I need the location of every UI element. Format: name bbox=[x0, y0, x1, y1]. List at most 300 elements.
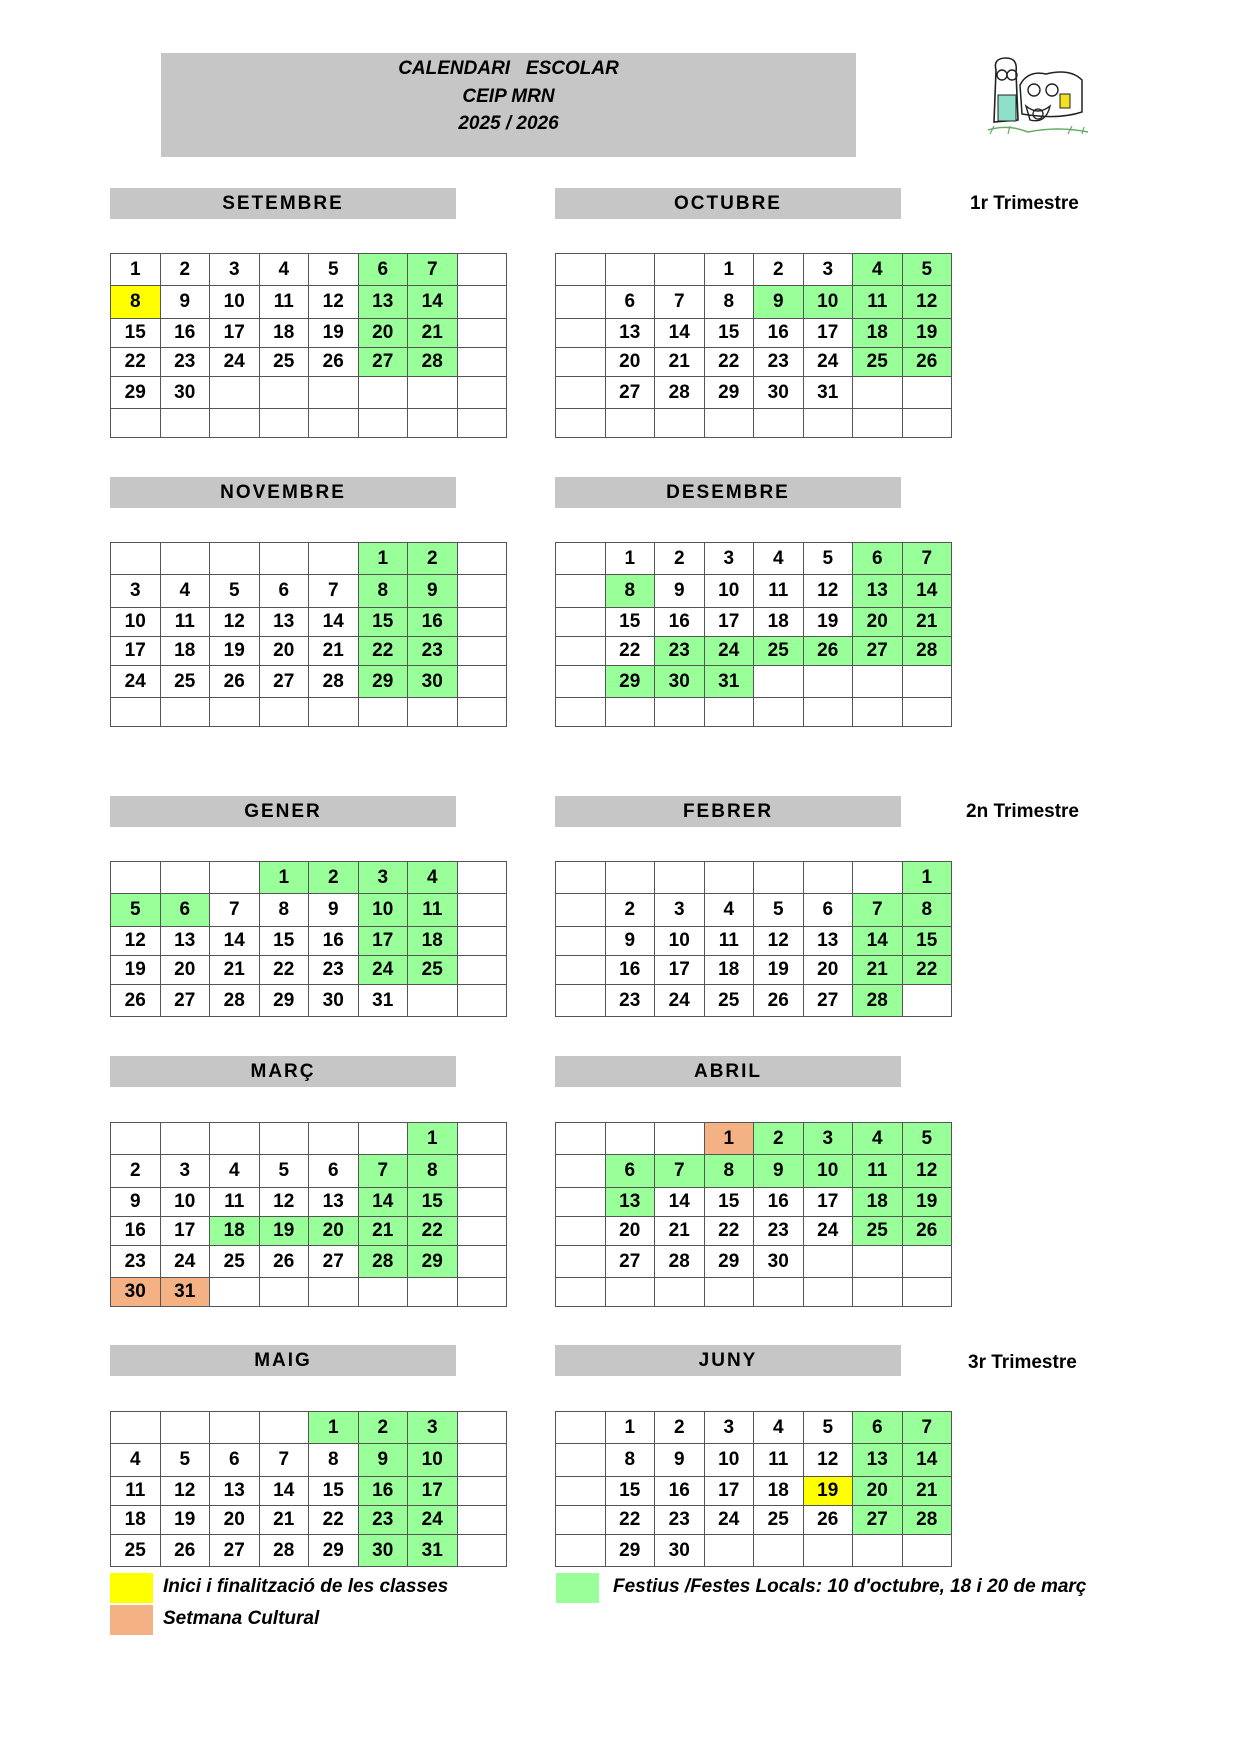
day-cell bbox=[111, 543, 161, 575]
day-cell bbox=[259, 1412, 309, 1444]
day-cell bbox=[457, 1506, 507, 1535]
day-cell: 21 bbox=[655, 348, 705, 377]
day-cell: 25 bbox=[754, 1506, 804, 1535]
day-cell: 18 bbox=[754, 1477, 804, 1506]
day-cell bbox=[457, 1477, 507, 1506]
day-cell: 16 bbox=[358, 1477, 408, 1506]
day-cell: 21 bbox=[902, 1477, 952, 1506]
day-cell bbox=[853, 698, 903, 727]
day-cell: 21 bbox=[259, 1506, 309, 1535]
week-row bbox=[556, 894, 952, 927]
day-cell: 28 bbox=[655, 1246, 705, 1278]
day-cell bbox=[556, 319, 606, 348]
day-cell: 22 bbox=[605, 637, 655, 666]
day-cell: 6 bbox=[853, 1412, 903, 1444]
day-cell: 6 bbox=[853, 543, 903, 575]
day-cell: 2 bbox=[655, 1412, 705, 1444]
week-row bbox=[556, 1278, 952, 1307]
week-row bbox=[556, 254, 952, 286]
day-cell: 29 bbox=[704, 1246, 754, 1278]
day-cell bbox=[457, 608, 507, 637]
day-cell: 2 bbox=[605, 894, 655, 927]
day-cell: 7 bbox=[309, 575, 359, 608]
day-cell: 11 bbox=[754, 575, 804, 608]
day-cell: 16 bbox=[111, 1217, 161, 1246]
week-row bbox=[556, 286, 952, 319]
month-grid-3 bbox=[555, 542, 952, 727]
day-cell: 14 bbox=[259, 1477, 309, 1506]
day-cell: 26 bbox=[803, 637, 853, 666]
day-cell bbox=[160, 862, 210, 894]
week-row bbox=[556, 1217, 952, 1246]
week-row bbox=[556, 409, 952, 438]
day-cell bbox=[457, 698, 507, 727]
day-cell bbox=[803, 862, 853, 894]
day-cell: 24 bbox=[704, 637, 754, 666]
day-cell bbox=[457, 543, 507, 575]
day-cell bbox=[754, 698, 804, 727]
day-cell bbox=[902, 409, 952, 438]
week-row bbox=[111, 894, 507, 927]
day-cell bbox=[556, 1246, 606, 1278]
month-grid-5 bbox=[555, 861, 952, 1017]
day-cell: 22 bbox=[358, 637, 408, 666]
day-cell: 3 bbox=[803, 254, 853, 286]
day-cell: 17 bbox=[655, 956, 705, 985]
day-cell: 1 bbox=[259, 862, 309, 894]
day-cell bbox=[457, 862, 507, 894]
day-cell: 30 bbox=[655, 1535, 705, 1567]
week-row bbox=[111, 1217, 507, 1246]
day-cell bbox=[605, 409, 655, 438]
day-cell: 18 bbox=[853, 1188, 903, 1217]
day-cell: 28 bbox=[309, 666, 359, 698]
day-cell bbox=[605, 1123, 655, 1155]
day-cell: 21 bbox=[853, 956, 903, 985]
legend-swatch-green bbox=[556, 1573, 599, 1603]
week-row bbox=[556, 1155, 952, 1188]
day-cell: 19 bbox=[111, 956, 161, 985]
month-grid-8 bbox=[110, 1411, 507, 1567]
day-cell: 2 bbox=[160, 254, 210, 286]
month-grid-1 bbox=[555, 253, 952, 438]
day-cell bbox=[556, 637, 606, 666]
day-cell: 20 bbox=[853, 608, 903, 637]
day-cell bbox=[309, 1123, 359, 1155]
day-cell: 8 bbox=[902, 894, 952, 927]
day-cell bbox=[111, 409, 161, 438]
day-cell bbox=[704, 1278, 754, 1307]
day-cell: 18 bbox=[210, 1217, 260, 1246]
week-row bbox=[111, 666, 507, 698]
day-cell bbox=[210, 377, 260, 409]
day-cell bbox=[210, 543, 260, 575]
week-row bbox=[556, 1444, 952, 1477]
day-cell: 13 bbox=[853, 1444, 903, 1477]
day-cell: 6 bbox=[605, 286, 655, 319]
day-cell: 28 bbox=[655, 377, 705, 409]
day-cell: 24 bbox=[210, 348, 260, 377]
month-grid-4 bbox=[110, 861, 507, 1017]
month-grid-0 bbox=[110, 253, 507, 438]
day-cell: 27 bbox=[210, 1535, 260, 1567]
day-cell bbox=[655, 254, 705, 286]
title-line-2: CEIP MRN bbox=[462, 85, 555, 107]
day-cell: 3 bbox=[408, 1412, 458, 1444]
day-cell bbox=[902, 1278, 952, 1307]
day-cell: 21 bbox=[902, 608, 952, 637]
day-cell: 9 bbox=[309, 894, 359, 927]
month-grid-6 bbox=[110, 1122, 507, 1307]
day-cell bbox=[556, 377, 606, 409]
day-cell bbox=[902, 666, 952, 698]
day-cell: 25 bbox=[754, 637, 804, 666]
day-cell bbox=[408, 409, 458, 438]
day-cell: 29 bbox=[408, 1246, 458, 1278]
day-cell bbox=[408, 985, 458, 1017]
day-cell: 14 bbox=[408, 286, 458, 319]
day-cell bbox=[358, 1278, 408, 1307]
week-row bbox=[111, 1444, 507, 1477]
day-cell bbox=[210, 698, 260, 727]
day-cell: 28 bbox=[902, 1506, 952, 1535]
day-cell: 13 bbox=[259, 608, 309, 637]
day-cell bbox=[655, 1278, 705, 1307]
day-cell bbox=[556, 286, 606, 319]
day-cell: 14 bbox=[655, 1188, 705, 1217]
day-cell bbox=[457, 985, 507, 1017]
day-cell: 22 bbox=[704, 1217, 754, 1246]
day-cell: 5 bbox=[803, 543, 853, 575]
day-cell bbox=[853, 666, 903, 698]
day-cell: 17 bbox=[210, 319, 260, 348]
week-row bbox=[111, 1412, 507, 1444]
week-row bbox=[556, 1535, 952, 1567]
week-row bbox=[111, 319, 507, 348]
week-row bbox=[111, 985, 507, 1017]
day-cell: 5 bbox=[754, 894, 804, 927]
day-cell bbox=[309, 1278, 359, 1307]
day-cell bbox=[853, 1278, 903, 1307]
day-cell bbox=[556, 1217, 606, 1246]
day-cell: 9 bbox=[160, 286, 210, 319]
week-row bbox=[556, 1412, 952, 1444]
day-cell bbox=[259, 377, 309, 409]
day-cell: 5 bbox=[210, 575, 260, 608]
day-cell: 30 bbox=[309, 985, 359, 1017]
day-cell: 10 bbox=[408, 1444, 458, 1477]
week-row bbox=[111, 927, 507, 956]
day-cell bbox=[160, 1412, 210, 1444]
day-cell: 18 bbox=[259, 319, 309, 348]
day-cell: 3 bbox=[160, 1155, 210, 1188]
day-cell bbox=[358, 409, 408, 438]
day-cell bbox=[210, 1278, 260, 1307]
day-cell: 30 bbox=[655, 666, 705, 698]
day-cell: 29 bbox=[605, 1535, 655, 1567]
day-cell: 18 bbox=[408, 927, 458, 956]
week-row bbox=[556, 666, 952, 698]
week-row bbox=[556, 543, 952, 575]
day-cell: 15 bbox=[704, 319, 754, 348]
day-cell: 13 bbox=[309, 1188, 359, 1217]
day-cell: 22 bbox=[111, 348, 161, 377]
day-cell: 17 bbox=[803, 319, 853, 348]
day-cell: 23 bbox=[309, 956, 359, 985]
day-cell: 15 bbox=[605, 608, 655, 637]
day-cell: 4 bbox=[754, 1412, 804, 1444]
day-cell: 23 bbox=[358, 1506, 408, 1535]
day-cell: 26 bbox=[309, 348, 359, 377]
day-cell: 1 bbox=[605, 543, 655, 575]
day-cell: 11 bbox=[853, 286, 903, 319]
day-cell bbox=[556, 608, 606, 637]
day-cell: 22 bbox=[605, 1506, 655, 1535]
day-cell: 2 bbox=[309, 862, 359, 894]
day-cell bbox=[556, 348, 606, 377]
day-cell: 28 bbox=[408, 348, 458, 377]
day-cell: 21 bbox=[408, 319, 458, 348]
week-row bbox=[556, 956, 952, 985]
month-header-0: SETEMBRE bbox=[110, 188, 456, 219]
day-cell: 28 bbox=[259, 1535, 309, 1567]
day-cell bbox=[754, 409, 804, 438]
day-cell: 14 bbox=[210, 927, 260, 956]
week-row bbox=[111, 637, 507, 666]
day-cell: 21 bbox=[210, 956, 260, 985]
week-row bbox=[111, 1123, 507, 1155]
day-cell: 4 bbox=[210, 1155, 260, 1188]
day-cell: 9 bbox=[358, 1444, 408, 1477]
day-cell: 2 bbox=[655, 543, 705, 575]
day-cell bbox=[853, 1535, 903, 1567]
day-cell: 8 bbox=[111, 286, 161, 319]
day-cell: 20 bbox=[803, 956, 853, 985]
week-row bbox=[111, 1506, 507, 1535]
day-cell: 18 bbox=[853, 319, 903, 348]
day-cell: 10 bbox=[803, 286, 853, 319]
day-cell: 4 bbox=[111, 1444, 161, 1477]
day-cell: 25 bbox=[704, 985, 754, 1017]
day-cell: 2 bbox=[754, 1123, 804, 1155]
day-cell: 4 bbox=[853, 1123, 903, 1155]
day-cell: 5 bbox=[111, 894, 161, 927]
day-cell: 26 bbox=[902, 348, 952, 377]
day-cell: 13 bbox=[803, 927, 853, 956]
day-cell bbox=[210, 1123, 260, 1155]
day-cell bbox=[605, 698, 655, 727]
day-cell: 22 bbox=[408, 1217, 458, 1246]
day-cell: 17 bbox=[358, 927, 408, 956]
month-header-4: GENER bbox=[110, 796, 456, 827]
day-cell bbox=[457, 666, 507, 698]
legend-inici: Inici i finalització de les classes bbox=[163, 1576, 449, 1597]
day-cell bbox=[457, 956, 507, 985]
month-grid-9 bbox=[555, 1411, 952, 1567]
day-cell: 24 bbox=[803, 348, 853, 377]
week-row bbox=[556, 1123, 952, 1155]
day-cell bbox=[457, 286, 507, 319]
week-row bbox=[556, 862, 952, 894]
day-cell bbox=[408, 1278, 458, 1307]
day-cell: 16 bbox=[754, 1188, 804, 1217]
day-cell bbox=[655, 698, 705, 727]
week-row bbox=[111, 698, 507, 727]
day-cell bbox=[457, 348, 507, 377]
day-cell: 8 bbox=[259, 894, 309, 927]
day-cell: 22 bbox=[309, 1506, 359, 1535]
day-cell bbox=[408, 377, 458, 409]
day-cell: 4 bbox=[259, 254, 309, 286]
day-cell bbox=[803, 1535, 853, 1567]
day-cell bbox=[605, 1278, 655, 1307]
day-cell bbox=[556, 894, 606, 927]
day-cell: 10 bbox=[111, 608, 161, 637]
day-cell: 23 bbox=[408, 637, 458, 666]
day-cell: 27 bbox=[605, 377, 655, 409]
day-cell: 24 bbox=[655, 985, 705, 1017]
day-cell: 17 bbox=[704, 608, 754, 637]
day-cell: 18 bbox=[160, 637, 210, 666]
week-row bbox=[111, 409, 507, 438]
day-cell: 25 bbox=[160, 666, 210, 698]
day-cell bbox=[704, 698, 754, 727]
day-cell: 19 bbox=[803, 608, 853, 637]
day-cell: 26 bbox=[210, 666, 260, 698]
day-cell: 31 bbox=[704, 666, 754, 698]
day-cell: 21 bbox=[309, 637, 359, 666]
day-cell: 19 bbox=[210, 637, 260, 666]
day-cell: 11 bbox=[259, 286, 309, 319]
day-cell bbox=[556, 1506, 606, 1535]
day-cell bbox=[457, 377, 507, 409]
week-row bbox=[111, 1155, 507, 1188]
month-header-2: NOVEMBRE bbox=[110, 477, 456, 508]
day-cell: 15 bbox=[605, 1477, 655, 1506]
day-cell: 9 bbox=[754, 1155, 804, 1188]
day-cell bbox=[309, 698, 359, 727]
day-cell: 18 bbox=[754, 608, 804, 637]
day-cell: 17 bbox=[408, 1477, 458, 1506]
day-cell: 6 bbox=[358, 254, 408, 286]
day-cell bbox=[111, 1123, 161, 1155]
day-cell: 25 bbox=[259, 348, 309, 377]
day-cell bbox=[358, 377, 408, 409]
day-cell: 27 bbox=[160, 985, 210, 1017]
day-cell bbox=[556, 1155, 606, 1188]
day-cell: 19 bbox=[160, 1506, 210, 1535]
day-cell bbox=[457, 894, 507, 927]
week-row bbox=[556, 377, 952, 409]
day-cell: 3 bbox=[111, 575, 161, 608]
day-cell: 16 bbox=[754, 319, 804, 348]
day-cell bbox=[457, 927, 507, 956]
day-cell: 25 bbox=[408, 956, 458, 985]
day-cell: 24 bbox=[803, 1217, 853, 1246]
legend-festius: Festius /Festes Locals: 10 d'octubre, 18 i 20 de març bbox=[613, 1576, 1087, 1597]
day-cell: 24 bbox=[160, 1246, 210, 1278]
day-cell: 20 bbox=[358, 319, 408, 348]
day-cell bbox=[704, 862, 754, 894]
title-box bbox=[161, 53, 856, 157]
day-cell bbox=[902, 1535, 952, 1567]
week-row bbox=[111, 1246, 507, 1278]
day-cell: 29 bbox=[704, 377, 754, 409]
day-cell: 26 bbox=[902, 1217, 952, 1246]
month-header-8: MAIG bbox=[110, 1345, 456, 1376]
day-cell bbox=[408, 698, 458, 727]
day-cell: 27 bbox=[358, 348, 408, 377]
day-cell: 16 bbox=[655, 1477, 705, 1506]
day-cell: 7 bbox=[259, 1444, 309, 1477]
day-cell: 4 bbox=[853, 254, 903, 286]
day-cell: 19 bbox=[902, 1188, 952, 1217]
day-cell: 31 bbox=[160, 1278, 210, 1307]
day-cell: 7 bbox=[408, 254, 458, 286]
day-cell: 7 bbox=[210, 894, 260, 927]
day-cell: 1 bbox=[111, 254, 161, 286]
day-cell: 24 bbox=[704, 1506, 754, 1535]
day-cell: 23 bbox=[655, 1506, 705, 1535]
day-cell bbox=[754, 1535, 804, 1567]
day-cell: 12 bbox=[754, 927, 804, 956]
day-cell: 20 bbox=[309, 1217, 359, 1246]
day-cell: 27 bbox=[853, 637, 903, 666]
week-row bbox=[111, 575, 507, 608]
day-cell bbox=[111, 1412, 161, 1444]
day-cell: 3 bbox=[358, 862, 408, 894]
day-cell: 15 bbox=[309, 1477, 359, 1506]
day-cell: 10 bbox=[655, 927, 705, 956]
day-cell bbox=[556, 1444, 606, 1477]
week-row bbox=[111, 862, 507, 894]
day-cell: 26 bbox=[111, 985, 161, 1017]
day-cell bbox=[309, 543, 359, 575]
day-cell bbox=[556, 1477, 606, 1506]
day-cell: 8 bbox=[704, 1155, 754, 1188]
day-cell bbox=[259, 1123, 309, 1155]
day-cell: 25 bbox=[853, 348, 903, 377]
day-cell: 1 bbox=[704, 254, 754, 286]
day-cell bbox=[457, 409, 507, 438]
day-cell: 17 bbox=[160, 1217, 210, 1246]
day-cell: 5 bbox=[902, 254, 952, 286]
day-cell: 25 bbox=[210, 1246, 260, 1278]
day-cell: 14 bbox=[309, 608, 359, 637]
day-cell bbox=[556, 1278, 606, 1307]
day-cell: 30 bbox=[754, 377, 804, 409]
day-cell: 28 bbox=[210, 985, 260, 1017]
day-cell: 6 bbox=[160, 894, 210, 927]
day-cell: 7 bbox=[902, 543, 952, 575]
week-row bbox=[556, 1188, 952, 1217]
day-cell: 14 bbox=[902, 575, 952, 608]
legend-setmana: Setmana Cultural bbox=[163, 1608, 320, 1629]
day-cell: 1 bbox=[704, 1123, 754, 1155]
day-cell: 28 bbox=[853, 985, 903, 1017]
day-cell bbox=[457, 1217, 507, 1246]
day-cell bbox=[556, 985, 606, 1017]
day-cell bbox=[160, 1123, 210, 1155]
day-cell: 30 bbox=[358, 1535, 408, 1567]
day-cell bbox=[556, 409, 606, 438]
day-cell: 13 bbox=[605, 319, 655, 348]
day-cell bbox=[457, 1188, 507, 1217]
day-cell: 30 bbox=[160, 377, 210, 409]
day-cell: 9 bbox=[111, 1188, 161, 1217]
week-row bbox=[556, 637, 952, 666]
day-cell: 10 bbox=[358, 894, 408, 927]
